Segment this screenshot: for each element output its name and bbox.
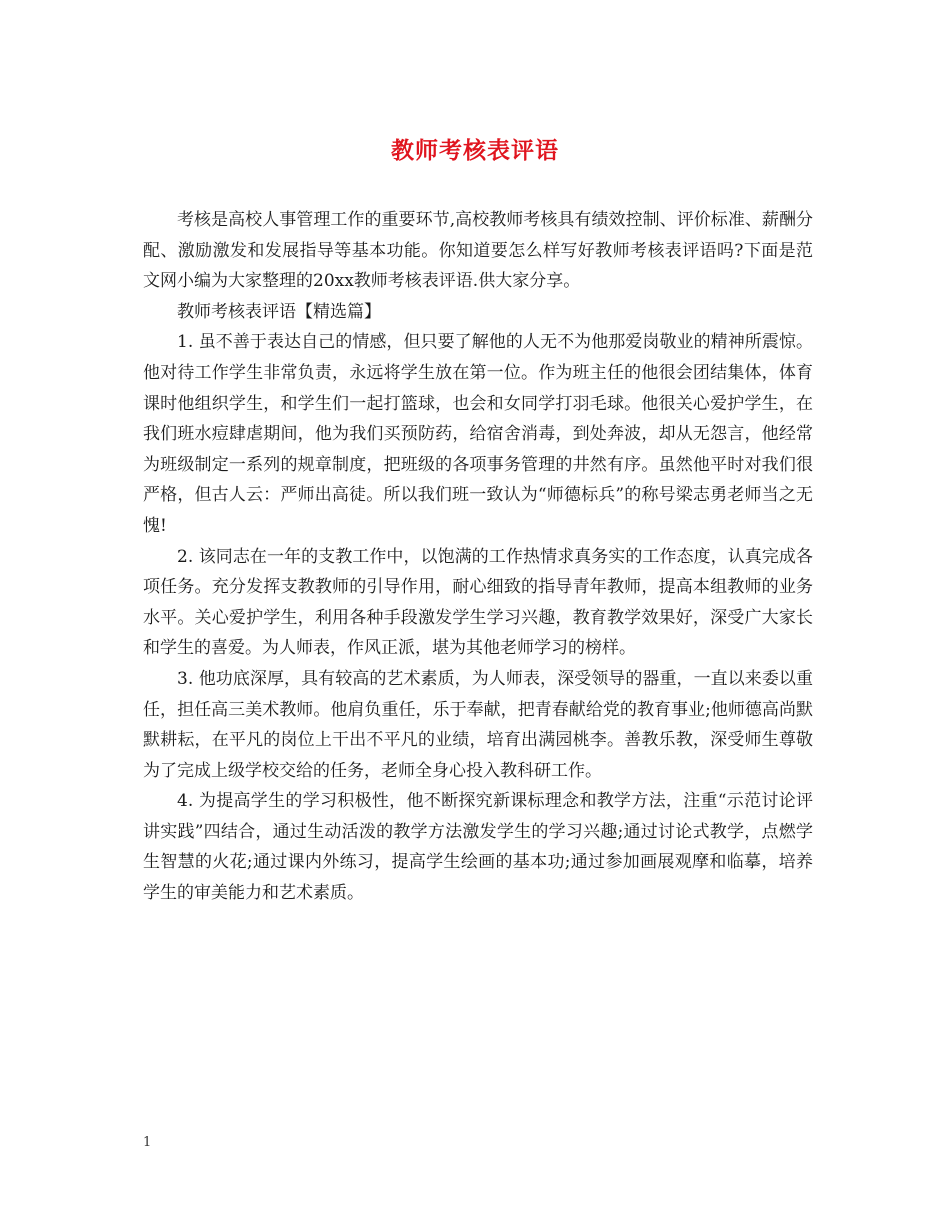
comment-paragraph-4: 4. 为提高学生的学习积极性，他不断探究新课标理念和教学方法，注重“示范讨论评讲实践”四结合，通过生动活泼的教学方法激发学生的学习兴趣;通过讨论式教学，点燃学生智慧的火花;通过课内外练习，提高学生绘画的基本功;通过参加画展观摩和临摹，培养学生的审美能力和艺术素质。 [143, 791, 813, 904]
intro-paragraph: 考核是高校人事管理工作的重要环节,高校教师考核具有绩效控制、评价标准、薪酬分配、激励激发和发展指导等基本功能。你知道要怎么样写好教师考核表评语吗?下面是范文网小编为大家整理的20xx教师考核表评语.供大家分享。 [143, 210, 813, 292]
comment-paragraph-3: 3. 他功底深厚，具有较高的艺术素质，为人师表，深受领导的器重，一直以来委以重任，担任高三美术教师。他肩负重任，乐于奉献，把青春献给党的教育事业;他师德高尚默默耕耘，在平凡的岗位上干出不平凡的业绩，培育出满园桃李。善教乐教，深受师生尊敬为了完成上级学校交给的任务，老师全身心投入教科研工作。 [143, 668, 813, 781]
document-body [143, 205, 813, 909]
comment-paragraph-1: 1. 虽不善于表达自己的情感，但只要了解他的人无不为他那爱岗敬业的精神所震惊。他对待工作学生非常负责，永远将学生放在第一位。作为班主任的他很会团结集体，体育课时他组织学生，和学生们一起打篮球，也会和女同学打羽毛球。他很关心爱护学生，在我们班水痘肆虐期间，他为我们买预防药，给宿舍消毒，到处奔波，却从无怨言，他经常为班级制定一系列的规章制度，把班级的各项事务管理的井然有序。虽然他平时对我们很严格，但古人云：严师出高徒。所以我们班一致认为“师德标兵”的称号梁志勇老师当之无愧! [143, 332, 813, 536]
section-heading: 教师考核表评语【精选篇】 [177, 301, 381, 322]
comment-paragraph-2: 2. 该同志在一年的支教工作中，以饱满的工作热情求真务实的工作态度，认真完成各项任务。充分发挥支教教师的引导作用，耐心细致的指导青年教师，提高本组教师的业务水平。关心爱护学生，利用各种手段激发学生学习兴趣，教育教学效果好，深受广大家长和学生的喜爱。为人师表，作风正派，堪为其他老师学习的榜样。 [143, 546, 813, 659]
page-number: 1 [143, 1135, 152, 1150]
document-title: 教师考核表评语 [391, 137, 559, 164]
